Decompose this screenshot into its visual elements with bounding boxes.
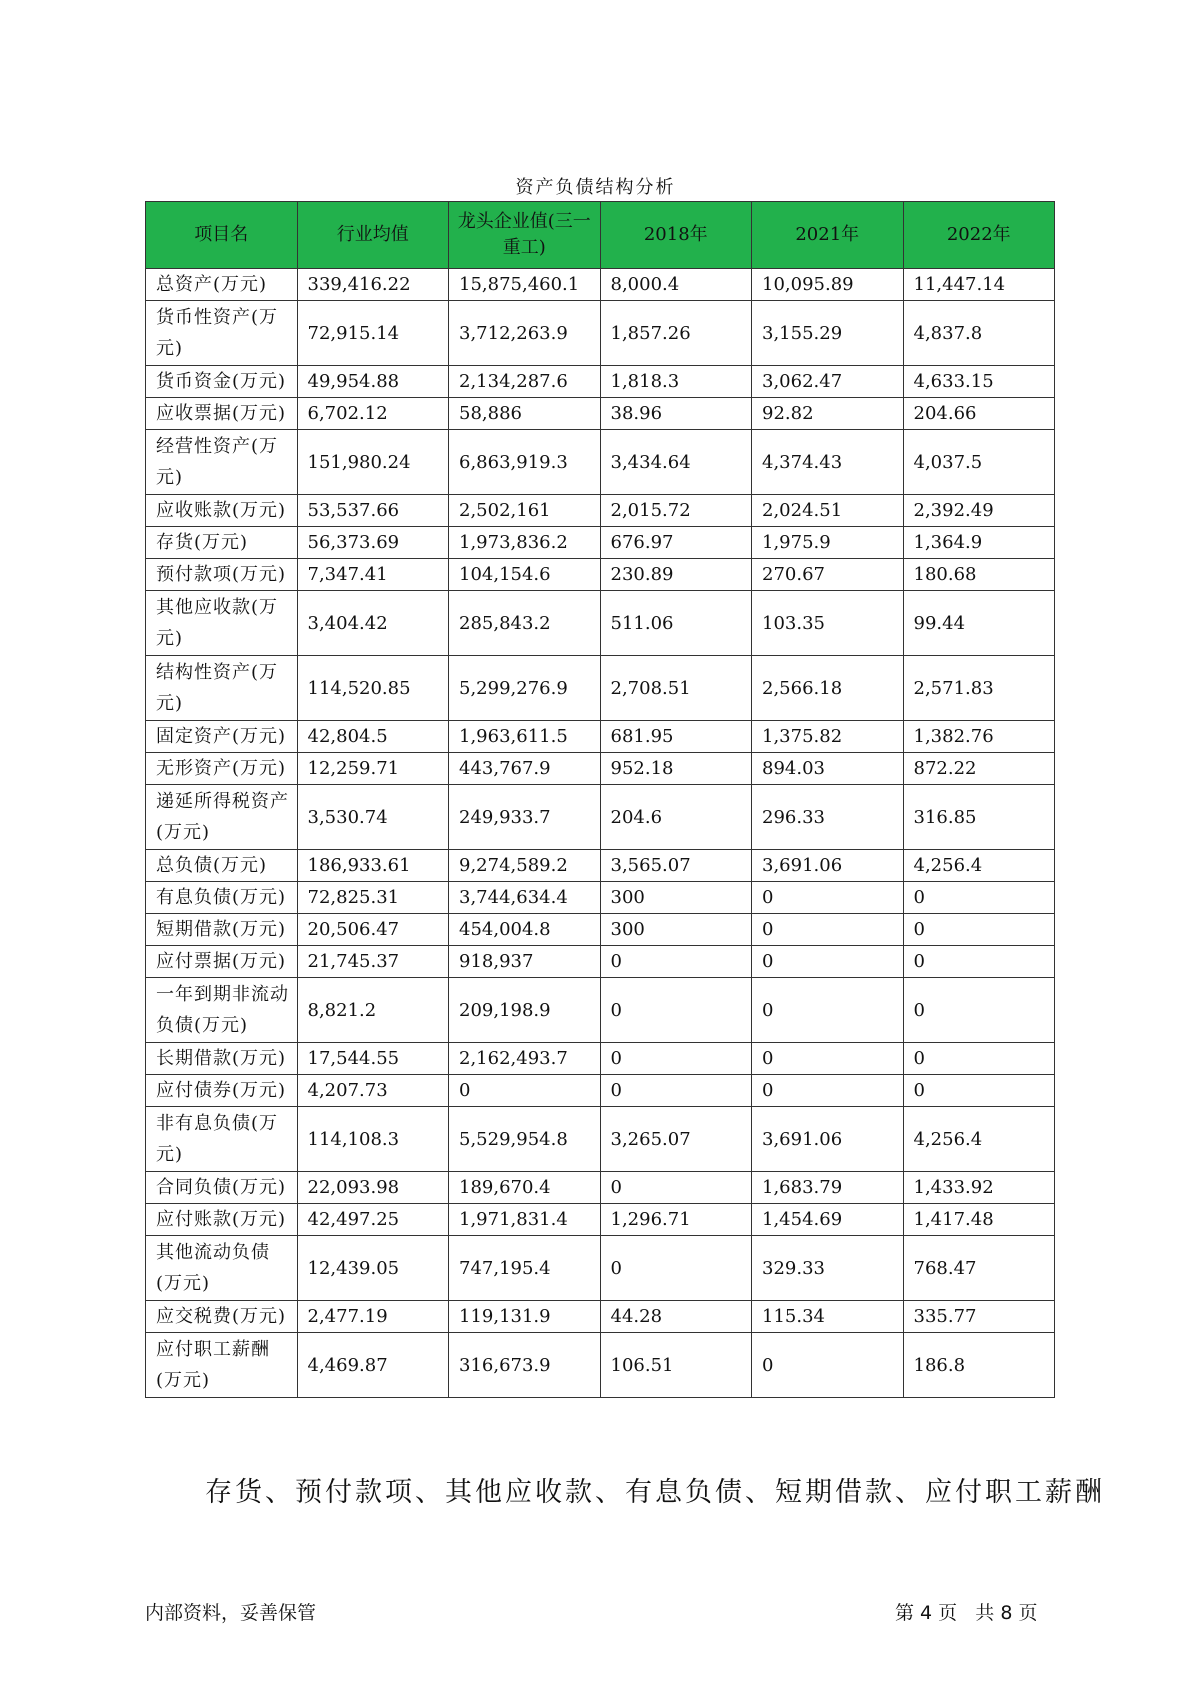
table-cell: 1,433.92 (903, 1172, 1055, 1204)
row-label: 应付票据(万元) (146, 946, 298, 978)
column-header: 龙头企业值(三一重工) (449, 202, 601, 269)
table-cell: 0 (752, 914, 904, 946)
table-cell: 1,417.48 (903, 1204, 1055, 1236)
table-cell: 3,155.29 (752, 301, 904, 366)
table-row (146, 1043, 1055, 1075)
table-cell: 0 (903, 1075, 1055, 1107)
row-label: 应付职工薪酬(万元) (146, 1333, 298, 1398)
table-cell: 0 (903, 882, 1055, 914)
table-cell: 5,529,954.8 (449, 1107, 601, 1172)
table-cell: 8,821.2 (297, 978, 449, 1043)
table-cell: 0 (903, 946, 1055, 978)
table-cell: 12,439.05 (297, 1236, 449, 1301)
table-cell: 3,265.07 (600, 1107, 752, 1172)
table-cell: 0 (752, 1075, 904, 1107)
table-cell: 209,198.9 (449, 978, 601, 1043)
table-row (146, 1075, 1055, 1107)
row-label: 货币资金(万元) (146, 366, 298, 398)
row-label: 应收票据(万元) (146, 398, 298, 430)
row-label: 短期借款(万元) (146, 914, 298, 946)
table-cell: 1,975.9 (752, 527, 904, 559)
row-label: 存货(万元) (146, 527, 298, 559)
table-cell: 4,256.4 (903, 850, 1055, 882)
table-row (146, 1333, 1055, 1398)
table-cell: 0 (903, 978, 1055, 1043)
table-row (146, 366, 1055, 398)
table-cell: 2,162,493.7 (449, 1043, 601, 1075)
table-cell: 1,973,836.2 (449, 527, 601, 559)
table-cell: 4,469.87 (297, 1333, 449, 1398)
table-row (146, 398, 1055, 430)
table-cell: 0 (752, 978, 904, 1043)
column-header: 项目名 (146, 202, 298, 269)
column-header: 2022年 (903, 202, 1055, 269)
table-cell: 676.97 (600, 527, 752, 559)
table-row (146, 591, 1055, 656)
table-cell: 104,154.6 (449, 559, 601, 591)
table-row (146, 301, 1055, 366)
footer-page-number: 第 4 页 共 8 页 (895, 1602, 1038, 1624)
footer-confidential-note: 内部资料，妥善保管 (145, 1602, 317, 1624)
table-cell: 872.22 (903, 753, 1055, 785)
table-cell: 2,392.49 (903, 495, 1055, 527)
table-cell: 918,937 (449, 946, 601, 978)
table-cell: 49,954.88 (297, 366, 449, 398)
table-row (146, 914, 1055, 946)
table-cell: 316,673.9 (449, 1333, 601, 1398)
table-row (146, 495, 1055, 527)
table-cell: 17,544.55 (297, 1043, 449, 1075)
table-cell: 2,134,287.6 (449, 366, 601, 398)
table-row (146, 1172, 1055, 1204)
row-label: 无形资产(万元) (146, 753, 298, 785)
table-cell: 180.68 (903, 559, 1055, 591)
table-cell: 114,520.85 (297, 656, 449, 721)
table-cell: 296.33 (752, 785, 904, 850)
table-cell: 681.95 (600, 721, 752, 753)
row-label: 经营性资产(万元) (146, 430, 298, 495)
table-cell: 0 (903, 914, 1055, 946)
row-label: 总资产(万元) (146, 269, 298, 301)
table-cell: 6,702.12 (297, 398, 449, 430)
table-row (146, 785, 1055, 850)
column-header: 行业均值 (297, 202, 449, 269)
table-cell: 952.18 (600, 753, 752, 785)
table-cell: 151,980.24 (297, 430, 449, 495)
table-row (146, 269, 1055, 301)
table-cell: 230.89 (600, 559, 752, 591)
row-label: 应付债券(万元) (146, 1075, 298, 1107)
table-row (146, 882, 1055, 914)
table-row (146, 527, 1055, 559)
table-cell: 3,565.07 (600, 850, 752, 882)
table-cell: 454,004.8 (449, 914, 601, 946)
table-body (146, 269, 1055, 1398)
table-row (146, 1204, 1055, 1236)
table-cell: 1,454.69 (752, 1204, 904, 1236)
row-label: 总负债(万元) (146, 850, 298, 882)
row-label: 应收账款(万元) (146, 495, 298, 527)
row-label: 递延所得税资产(万元) (146, 785, 298, 850)
table-cell: 1,971,831.4 (449, 1204, 601, 1236)
table-cell: 0 (600, 978, 752, 1043)
table-cell: 270.67 (752, 559, 904, 591)
table-cell: 8,000.4 (600, 269, 752, 301)
table-row (146, 721, 1055, 753)
table-cell: 335.77 (903, 1301, 1055, 1333)
table-cell: 2,502,161 (449, 495, 601, 527)
table-cell: 894.03 (752, 753, 904, 785)
table-cell: 21,745.37 (297, 946, 449, 978)
table-cell: 114,108.3 (297, 1107, 449, 1172)
table-cell: 0 (600, 946, 752, 978)
table-cell: 4,374.43 (752, 430, 904, 495)
table-cell: 106.51 (600, 1333, 752, 1398)
table-cell: 285,843.2 (449, 591, 601, 656)
table-cell: 6,863,919.3 (449, 430, 601, 495)
table-cell: 72,915.14 (297, 301, 449, 366)
table-cell: 1,857.26 (600, 301, 752, 366)
table-cell: 92.82 (752, 398, 904, 430)
row-label: 固定资产(万元) (146, 721, 298, 753)
table-cell: 7,347.41 (297, 559, 449, 591)
table-cell: 2,571.83 (903, 656, 1055, 721)
table-cell: 2,015.72 (600, 495, 752, 527)
table-cell: 44.28 (600, 1301, 752, 1333)
row-label: 有息负债(万元) (146, 882, 298, 914)
row-label: 其他流动负债(万元) (146, 1236, 298, 1301)
table-cell: 4,256.4 (903, 1107, 1055, 1172)
table-cell: 1,963,611.5 (449, 721, 601, 753)
table-cell: 1,364.9 (903, 527, 1055, 559)
row-label: 非有息负债(万元) (146, 1107, 298, 1172)
table-cell: 15,875,460.1 (449, 269, 601, 301)
table-cell: 186,933.61 (297, 850, 449, 882)
table-cell: 3,530.74 (297, 785, 449, 850)
table-cell: 0 (600, 1075, 752, 1107)
table-cell: 3,744,634.4 (449, 882, 601, 914)
table-cell: 300 (600, 882, 752, 914)
table-cell: 3,712,263.9 (449, 301, 601, 366)
table-row (146, 656, 1055, 721)
table-cell: 58,886 (449, 398, 601, 430)
table-cell: 3,404.42 (297, 591, 449, 656)
table-cell: 38.96 (600, 398, 752, 430)
table-row (146, 430, 1055, 495)
row-label: 其他应收款(万元) (146, 591, 298, 656)
table-row (146, 946, 1055, 978)
row-label: 应交税费(万元) (146, 1301, 298, 1333)
table-cell: 0 (600, 1172, 752, 1204)
table-cell: 42,497.25 (297, 1204, 449, 1236)
table-cell: 249,933.7 (449, 785, 601, 850)
table-cell: 443,767.9 (449, 753, 601, 785)
table-row (146, 978, 1055, 1043)
table-cell: 4,837.8 (903, 301, 1055, 366)
table-cell: 0 (903, 1043, 1055, 1075)
table-cell: 2,024.51 (752, 495, 904, 527)
table-cell: 3,691.06 (752, 1107, 904, 1172)
table-cell: 0 (752, 1333, 904, 1398)
table-cell: 189,670.4 (449, 1172, 601, 1204)
table-cell: 1,375.82 (752, 721, 904, 753)
table-row (146, 1301, 1055, 1333)
table-cell: 3,062.47 (752, 366, 904, 398)
table-cell: 42,804.5 (297, 721, 449, 753)
table-cell: 511.06 (600, 591, 752, 656)
row-label: 货币性资产(万元) (146, 301, 298, 366)
table-cell: 300 (600, 914, 752, 946)
table-cell: 0 (752, 946, 904, 978)
table-cell: 2,708.51 (600, 656, 752, 721)
table-cell: 115.34 (752, 1301, 904, 1333)
table-cell: 72,825.31 (297, 882, 449, 914)
balance-sheet-table (145, 201, 1055, 1398)
table-cell: 1,683.79 (752, 1172, 904, 1204)
table-cell: 186.8 (903, 1333, 1055, 1398)
table-cell: 119,131.9 (449, 1301, 601, 1333)
table-cell: 53,537.66 (297, 495, 449, 527)
table-cell: 0 (600, 1043, 752, 1075)
table-row (146, 850, 1055, 882)
table-cell: 22,093.98 (297, 1172, 449, 1204)
table-cell: 2,566.18 (752, 656, 904, 721)
table-cell: 768.47 (903, 1236, 1055, 1301)
row-label: 合同负债(万元) (146, 1172, 298, 1204)
table-cell: 20,506.47 (297, 914, 449, 946)
table-cell: 0 (752, 882, 904, 914)
table-row (146, 1107, 1055, 1172)
table-cell: 1,296.71 (600, 1204, 752, 1236)
table-cell: 204.6 (600, 785, 752, 850)
row-label: 结构性资产(万元) (146, 656, 298, 721)
table-cell: 329.33 (752, 1236, 904, 1301)
table-cell: 316.85 (903, 785, 1055, 850)
table-cell: 99.44 (903, 591, 1055, 656)
table-row (146, 1236, 1055, 1301)
table-cell: 0 (449, 1075, 601, 1107)
column-header: 2021年 (752, 202, 904, 269)
column-header: 2018年 (600, 202, 752, 269)
table-cell: 103.35 (752, 591, 904, 656)
table-cell: 1,382.76 (903, 721, 1055, 753)
table-cell: 2,477.19 (297, 1301, 449, 1333)
row-label: 长期借款(万元) (146, 1043, 298, 1075)
table-cell: 4,633.15 (903, 366, 1055, 398)
table-cell: 0 (752, 1043, 904, 1075)
table-cell: 9,274,589.2 (449, 850, 601, 882)
table-cell: 3,691.06 (752, 850, 904, 882)
table-cell: 11,447.14 (903, 269, 1055, 301)
table-cell: 4,207.73 (297, 1075, 449, 1107)
row-label: 应付账款(万元) (146, 1204, 298, 1236)
row-label: 预付款项(万元) (146, 559, 298, 591)
table-row (146, 753, 1055, 785)
table-cell: 0 (600, 1236, 752, 1301)
table-cell: 3,434.64 (600, 430, 752, 495)
table-cell: 204.66 (903, 398, 1055, 430)
row-label: 一年到期非流动负债(万元) (146, 978, 298, 1043)
table-cell: 56,373.69 (297, 527, 449, 559)
table-cell: 12,259.71 (297, 753, 449, 785)
table-cell: 5,299,276.9 (449, 656, 601, 721)
table-cell: 747,195.4 (449, 1236, 601, 1301)
body-paragraph: 存货、预付款项、其他应收款、有息负债、短期借款、应付职工薪酬 (205, 1477, 1105, 1508)
table-caption: 资产负债结构分析 (515, 177, 676, 198)
table-row (146, 559, 1055, 591)
table-cell: 339,416.22 (297, 269, 449, 301)
table-cell: 1,818.3 (600, 366, 752, 398)
table-cell: 4,037.5 (903, 430, 1055, 495)
table-cell: 10,095.89 (752, 269, 904, 301)
table-header-row (146, 202, 1055, 269)
